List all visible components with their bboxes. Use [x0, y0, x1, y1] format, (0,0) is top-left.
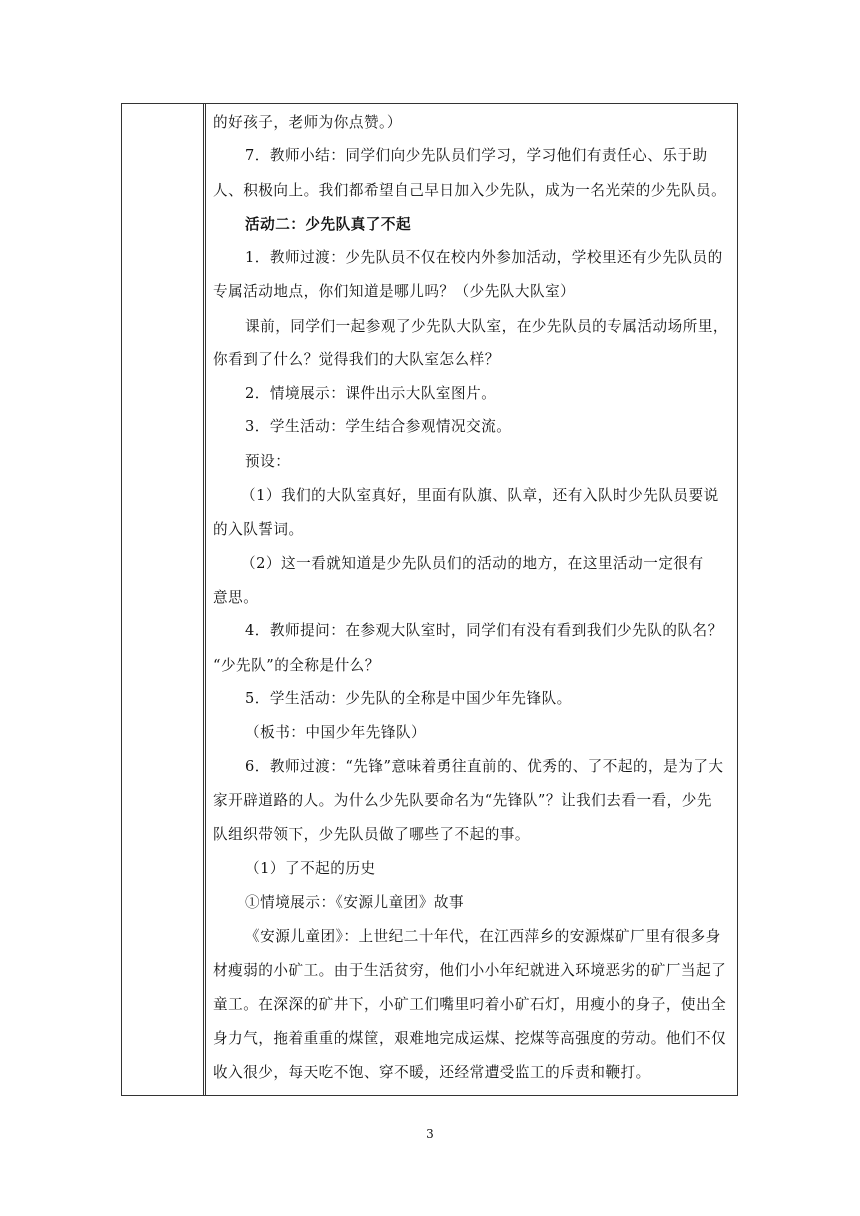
text-line: 专属活动地点，你们知道是哪儿吗？（少先队大队室） — [213, 283, 576, 300]
text-line: 材瘦弱的小矿工。由于生活贫穷，他们小小年纪就进入环境恶劣的矿厂当起了 — [213, 962, 727, 979]
column-divider-1 — [203, 104, 204, 1095]
text-line: 家开辟道路的人。为什么少先队要命名为“先锋队”？让我们去看一看，少先 — [213, 792, 712, 809]
text-line: （1）了不起的历史 — [245, 860, 376, 877]
section-heading: 活动二：少先队真了不起 — [245, 216, 412, 233]
text-line: 队组织带领下，少先队员做了哪些了不起的事。 — [213, 826, 530, 843]
text-line: 的入队誓词。 — [213, 521, 304, 538]
text-line: 1．教师过渡：少先队员不仅在校内外参加活动，学校里还有少先队员的 — [245, 249, 723, 266]
text-line: 童工。在深深的矿井下，小矿工们嘴里叼着小矿石灯，用瘦小的身子，使出全 — [213, 996, 727, 1013]
text-line: 预设： — [245, 453, 291, 470]
text-line: （1）我们的大队室真好，里面有队旗、队章，还有入队时少先队员要说 — [241, 487, 719, 504]
text-line: 收入很少，每天吃不饱、穿不暖，还经常遭受监工的斥责和鞭打。 — [213, 1064, 651, 1081]
text-line: （板书：中国少年先锋队） — [245, 724, 427, 741]
text-line: 7．教师小结：同学们向少先队员们学习，学习他们有责任心、乐于助 — [245, 147, 708, 164]
text-line: 5．学生活动：少先队的全称是中国少年先锋队。 — [245, 690, 572, 707]
page-number: 3 — [426, 1127, 434, 1141]
text-line: 你看到了什么？觉得我们的大队室怎么样？ — [213, 351, 500, 368]
text-line: （2）这一看就知道是少先队员们的活动的地方，在这里活动一定很有 — [241, 555, 704, 572]
column-divider-2 — [205, 104, 206, 1095]
text-line: 身力气，拖着重重的煤筐，艰难地完成运煤、挖煤等高强度的劳动。他们不仅 — [213, 1030, 727, 1047]
text-line: 3．学生活动：学生结合参观情况交流。 — [245, 418, 512, 435]
text-line: 意思。 — [213, 589, 259, 606]
text-line: 2．情境展示：课件出示大队室图片。 — [245, 385, 497, 402]
text-line: 6．教师过渡：“先锋”意味着勇往直前的、优秀的、了不起的，是为了大 — [245, 758, 724, 775]
text-line: “少先队”的全称是什么？ — [213, 657, 380, 674]
text-line: 4．教师提问：在参观大队室时，同学们有没有看到我们少先队的队名？ — [245, 622, 723, 639]
text-line: 《安源儿童团》：上世纪二十年代，在江西萍乡的安源煤矿厂里有很多身 — [245, 928, 721, 945]
text-line: ①情境展示：《安源儿童团》故事 — [245, 894, 465, 911]
text-line: 人、积极向上。我们都希望自己早日加入少先队，成为一名光荣的少先队员。 — [213, 182, 727, 199]
text-line: 的好孩子，老师为你点赞。） — [213, 114, 402, 131]
text-line: 课前，同学们一起参观了少先队大队室，在少先队员的专属活动场所里， — [245, 318, 729, 335]
